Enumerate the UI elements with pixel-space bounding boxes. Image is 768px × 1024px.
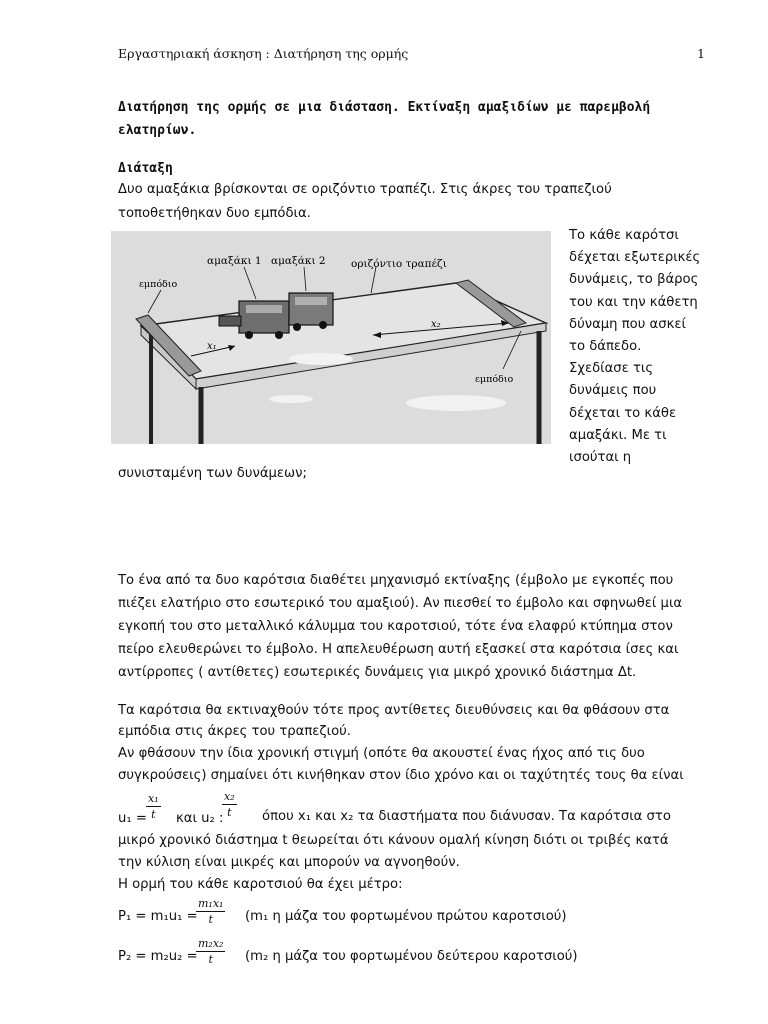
fraction-m1x1-over-t <box>196 897 225 926</box>
side-line: δυνάμεις, το βάρος <box>569 272 699 288</box>
para1-line: πείρο ελευθερώνει το έμβολο. Η απελευθέρωση αυτή εξασκεί στα καρότσια ίσες και <box>118 642 679 657</box>
para1-line: εγκοπή του στο μεταλλικό κάλυμμα του καροτσιού, τότε ένα ελαφρύ κτύπημα στον <box>118 619 673 634</box>
fraction-denominator: t <box>208 913 213 926</box>
side-line: δύναμη που ασκεί <box>569 316 686 332</box>
document-title: Διατήρηση της ορμής σε μια διάσταση. Εκτίναξη αμαξιδίων με παρεμβολή ελατηρίων. <box>118 100 651 138</box>
velocity-explanation: όπου x₁ και x₂ τα διαστήματα που διάνυσαν. Τα καρότσια στο <box>262 809 671 824</box>
side-line: δυνάμεις που <box>569 383 657 399</box>
label-table: οριζόντιο τραπέζι <box>351 258 447 270</box>
label-obstacle-right: εμπόδιο <box>475 374 514 385</box>
section-heading: Διάταξη <box>118 161 173 176</box>
side-question-text <box>569 225 729 469</box>
para3-line: την κύλιση είναι μικρές και μπορούν να αγνοηθούν. <box>118 855 460 870</box>
fraction-denominator: t <box>208 953 213 966</box>
para1-line: Το ένα από τα δυο καρότσια διαθέτει μηχανισμό εκτίναξης (έμβολο με εγκοπές που <box>118 573 674 588</box>
para1-line: πιέζει ελατήριο στο εσωτερικό του αμαξιού). Αν πιεσθεί το έμβολο και σφηνωθεί μια <box>118 596 683 611</box>
fraction-x1-over-t <box>146 792 161 821</box>
para2-line: Αν φθάσουν την ίδια χρονική στιγμή (οπότε θα ακουστεί ένας ήχος από τις δυο <box>118 746 645 761</box>
para2-line: Τα καρότσια θα εκτιναχθούν τότε προς αντίθετες διευθύνσεις και θα φθάσουν στα <box>118 703 670 718</box>
side-line: αμαξάκι. Με τι <box>569 427 667 443</box>
cart-2 <box>289 293 333 331</box>
momentum-2-note: (m₂ η μάζα του φορτωμένου δεύτερου καροτσιού) <box>245 949 578 964</box>
side-line: Σχεδίασε τις <box>569 361 654 377</box>
apparatus-figure <box>111 231 551 444</box>
label-cart-2: αμαξάκι 2 <box>271 255 326 267</box>
side-line: Το κάθε καρότσι <box>569 228 679 243</box>
label-obstacle-left: εμπόδιο <box>139 279 178 290</box>
label-x1: x₁ <box>207 341 217 352</box>
label-cart-1: αμαξάκι 1 <box>207 255 262 267</box>
question-tail: συνισταμένη των δυνάμεων; <box>118 466 307 481</box>
fraction-denominator: t <box>151 808 156 821</box>
page-number: 1 <box>697 46 705 61</box>
smudge <box>289 353 353 365</box>
side-line: δέχεται το κάθε <box>569 405 677 421</box>
para2-line: συγκρούσεις) σημαίνει ότι κινήθηκαν στον ίδιο χρόνο και οι ταχύτητές τους θα είναι <box>118 768 684 783</box>
para3-line: μικρό χρονικό διάστημα t θεωρείται ότι κάνουν ομαλή κίνηση διότι οι τριβές κατά <box>118 833 669 848</box>
momentum-2-lhs: P₂ = m₂u₂ = <box>118 949 198 964</box>
fraction-x2-over-t <box>222 790 237 819</box>
side-line: δέχεται εξωτερικές <box>569 250 701 266</box>
momentum-1-note: (m₁ η μάζα του φορτωμένου πρώτου καροτσιού) <box>245 909 567 924</box>
smudge <box>406 395 506 411</box>
side-line: του και την κάθετη <box>569 294 698 310</box>
fraction-denominator: t <box>227 806 232 819</box>
momentum-1-lhs: P₁ = m₁u₁ = <box>118 909 198 924</box>
fraction-numerator: x₂ <box>224 790 235 803</box>
para1-line: αντίρροπες ( αντίθετες) εσωτερικές δυνάμεις για μικρό χρονικό διάστημα Δt. <box>118 665 637 680</box>
intro-line: Δυο αμαξάκια βρίσκονται σε οριζόντιο τραπέζι. Στις άκρες του τραπεζιού <box>118 182 612 197</box>
fraction-numerator: x₁ <box>148 792 159 805</box>
fraction-m2x2-over-t <box>196 937 225 966</box>
running-header: Εργαστηριακή άσκηση : Διατήρηση της ορμής <box>118 46 409 61</box>
para2-line: εμπόδια στις άκρες του τραπεζιού. <box>118 724 351 739</box>
side-line: ισούται η <box>569 450 632 466</box>
u2-label: και u₂ : <box>176 811 224 826</box>
smudge <box>269 395 313 403</box>
para3-line: Η ορμή του κάθε καροτσιού θα έχει μέτρο: <box>118 877 403 892</box>
label-x2: x₂ <box>431 319 441 330</box>
side-line: το δάπεδο. <box>569 339 642 355</box>
intro-line: τοποθετήθηκαν δυο εμπόδια. <box>118 206 311 221</box>
u1-label: u₁ = <box>118 811 147 826</box>
fraction-numerator: m₂x₂ <box>198 937 224 950</box>
fraction-numerator: m₁x₁ <box>198 897 224 910</box>
